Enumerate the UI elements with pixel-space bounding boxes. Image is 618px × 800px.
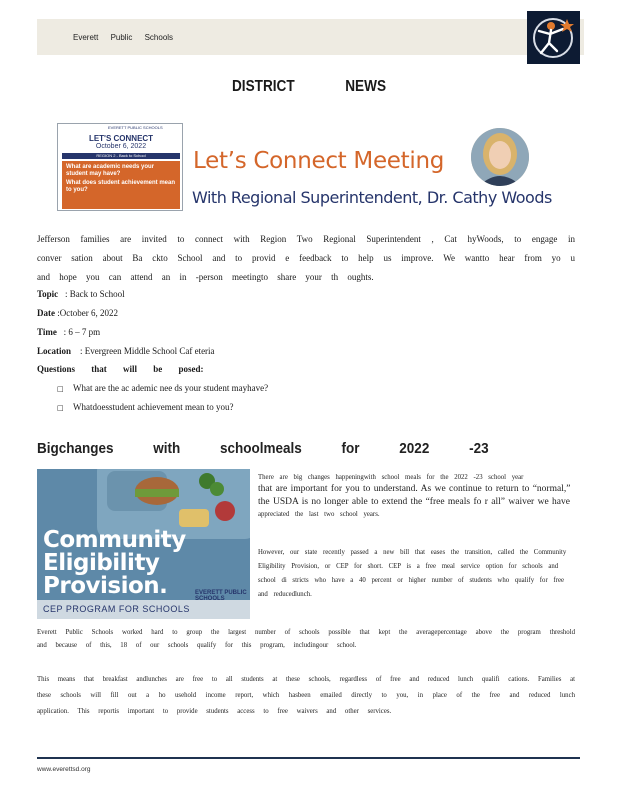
intro-paragraph: Jefferson families are invited to connect with Region Two Regional Superintendent , Cat hyWoods, to engage in conver sation about Ba ckto School and to provid e feedback to help us improve. We wantto hear from yo u and hope you can attend an in -person meetingto share your th oughts. — [37, 234, 575, 282]
question-item-1 — [57, 383, 268, 393]
meals-paragraph-1c: appreciated the last two school years. — [258, 511, 380, 518]
detail-topic — [37, 288, 125, 300]
meals-paragraph-3: Everett Public Schools worked hard to group the largest number of schools possible that kept the averagepercentage above the program threshold and because of this, 18 of our schools qualify for this program, includingour school. — [37, 629, 575, 649]
meals-paragraph-1b: that are important for you to understand. As we continue to return to “normal,” the USDA is no longer able to extend the “free meals fo r all” waiver we have — [258, 484, 571, 507]
header-bar — [37, 19, 584, 55]
meals-paragraph-1a: There are big changes happeningwith school meals for the 2022 -23 school year — [258, 474, 524, 481]
org-name: Everett Public Schools — [73, 33, 174, 42]
question-text: Whatdoesstudent achievement mean to you? — [73, 402, 234, 412]
time-value: : 6 – 7 pm — [63, 327, 101, 337]
stick-figure-logo-icon — [527, 11, 580, 64]
flyer-title: LET'S CONNECT — [88, 134, 154, 143]
meals-paragraph-1 — [258, 472, 576, 520]
section-heading: Bigchanges with schoolmeals for 2022 -23 — [37, 440, 489, 457]
flyer-questions — [62, 161, 180, 209]
location-value: : Evergreen Middle School Caf eteria — [80, 346, 215, 356]
event-flyer-card — [57, 123, 183, 211]
banner-subheadline: With Regional Superintendent, Dr. Cathy Woods — [192, 188, 552, 207]
cep-district-logo: EVERETT PUBLIC SCHOOLS — [195, 590, 247, 602]
square-bullet-icon: □ — [57, 404, 64, 412]
detail-date — [37, 307, 118, 319]
square-bullet-icon: □ — [57, 385, 64, 393]
detail-location — [37, 345, 215, 357]
question-item-2 — [57, 402, 233, 412]
cep-band — [37, 600, 250, 619]
superintendent-photo — [471, 128, 529, 186]
banner-headline: Let’s Connect Meeting — [193, 148, 445, 174]
cep-band-label: CEP PROGRAM FOR SCHOOLS — [43, 604, 190, 614]
cep-title-line-1: Community — [43, 527, 186, 553]
meals-paragraph-4: This means that breakfast andlunches are free to all students at these schools, regardless of free and reduced lunch qualifi cations. Families at these schools will fill out a ho usehold income report, which hasbeen emailed directly to you, in place of the free and reduced lunch application. This reportis important to provide students access to free waivers and other services. — [37, 676, 575, 715]
portrait-image — [471, 128, 529, 186]
date-label: Date — [37, 308, 55, 318]
cep-program-image — [37, 469, 250, 619]
district-logo — [527, 11, 580, 64]
cep-title-line-2: Eligibility — [43, 550, 160, 576]
flyer-region: REGION 2 - Back to School — [62, 153, 180, 159]
question-text: What are the ac ademic nee ds your student mayhave? — [73, 383, 269, 393]
time-label: Time — [37, 327, 57, 337]
cep-title-line-3: Provision. — [43, 573, 168, 599]
topic-value: : Back to School — [64, 289, 125, 299]
detail-time — [37, 326, 100, 338]
footer-divider — [37, 757, 580, 759]
cep-title — [43, 529, 186, 598]
date-value: :October 6, 2022 — [57, 308, 118, 318]
topic-label: Topic — [37, 289, 59, 299]
flyer-logo: EVERETT PUBLIC SCHOOLS — [108, 125, 163, 130]
flyer-question-1: What are academic needs your student may have? — [66, 164, 155, 177]
flyer-date: October 6, 2022 — [95, 143, 147, 150]
questions-label: Questions that will be posed: — [37, 364, 204, 374]
flyer-question-2: What does student achievement mean to you? — [66, 180, 176, 193]
location-label: Location — [37, 346, 72, 356]
meals-paragraph-2: However, our state recently passed a new bill that eases the transition, called the Community Eligibility Provision, or CEP for short. CEP is a free meal service option for schools and school di stricts who have a 40 percent or higher number of students who qualify for free and reducedlunch. — [258, 549, 567, 598]
footer-url: www.everettsd.org — [37, 766, 91, 773]
page-title: DISTRICT NEWS — [231, 78, 387, 95]
